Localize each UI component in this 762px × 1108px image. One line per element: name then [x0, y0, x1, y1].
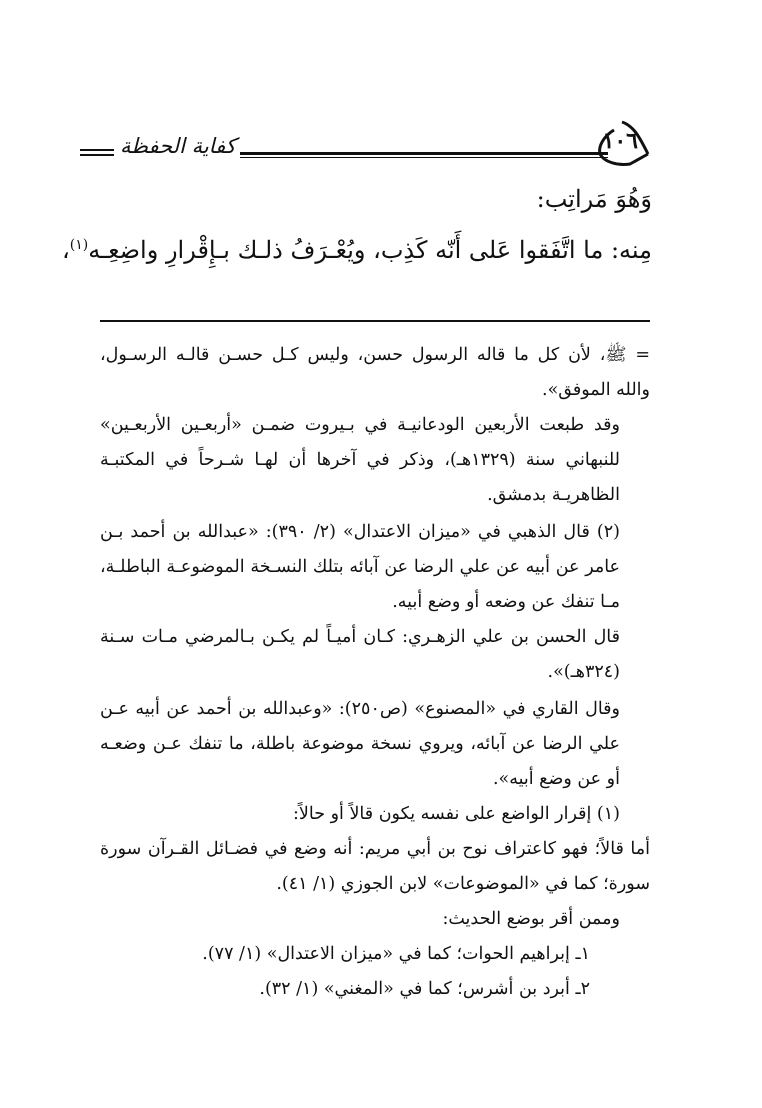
- footnote-paragraph: وقال القاري في «المصنوع» (ص٢٥٠): «وعبدالله بن أحمد عن أبيه عـن علي الرضا عن آبائه، ويروي نسخة موضوعة باطلة، ما تنفك عـن وضعـه أو عن وضع أبيه».: [100, 699, 620, 789]
- header-rule: [240, 152, 608, 155]
- page-number: ١٠٦: [602, 128, 638, 154]
- page-header: [80, 118, 650, 168]
- footnote-paragraph: أما قالاً؛ فهو كاعتراف نوح بن أبي مريم: أنه وضع في فضـائل القـرآن سورة سورة؛ كما في «الموضوعات» لابن الجوزي (١/ ٤١).: [100, 839, 650, 894]
- main-line-text: مِنه: ما اتَّفَقوا عَلى أَنّه كَذِب، ويُعْـرَفُ ذلـك بـإِقْرارِ واضِعِـه: [88, 236, 652, 264]
- footnote-paragraph: قال الحسن بن علي الزهـري: كـان أميـاً لم يكـن بـالمرضي مـات سـنة (٣٢٤هـ)».: [100, 627, 620, 682]
- footnote-paragraph: وممن أقر بوضع الحديث:: [442, 909, 620, 929]
- footnote-paragraph: (٢) قال الذهبي في «ميزان الاعتدال» (٢/ ٣٩٠): «عبدالله بن أحمد بـن عامر عن أبيه عن علي الرضا عن آبائه بتلك النسـخة الموضوعـة الباطلـة، مـا تنفك عن وضعه أو وضع أبيه.: [100, 522, 620, 612]
- footnote-divider: [100, 320, 650, 322]
- list-item: ١ـ إبراهيم الحوات؛ كما في «ميزان الاعتدال» (١/ ٧٧).: [202, 944, 590, 964]
- footnotes: [100, 338, 650, 1007]
- footnote-paragraph: = ﷺ، لأن كل ما قاله الرسول حسن، وليس كـل حسـن قالـه الرسـول، والله الموفق».: [100, 345, 650, 400]
- main-line-trailing: ،: [61, 236, 70, 264]
- main-text: [61, 176, 652, 273]
- footnote-paragraph: (١) إقرار الواضع على نفسه يكون قالاً أو حالاً:: [292, 804, 620, 824]
- main-line: [61, 222, 652, 273]
- header-dash: [80, 154, 114, 156]
- header-dash: [80, 149, 114, 151]
- footnote-paragraph: وقد طبعت الأربعين الودعانيـة في بـيروت ضمـن «أربعـين الأربعـين» للنبهاني سنة (١٣٢٩هـ)، وذكر في آخرها أن لهـا شـرحاً في المكتبـة الظاهريـة بدمشق.: [100, 415, 620, 505]
- main-line: وَهُوَ مَراتِب:: [536, 185, 652, 213]
- footnote-mark[interactable]: (١): [69, 237, 89, 253]
- list-item: ٢ـ أبرد بن أشرس؛ كما في «المغني» (١/ ٣٢).: [259, 979, 590, 999]
- running-title: كفاية الحفظة: [120, 134, 236, 158]
- header-rule: [240, 157, 608, 158]
